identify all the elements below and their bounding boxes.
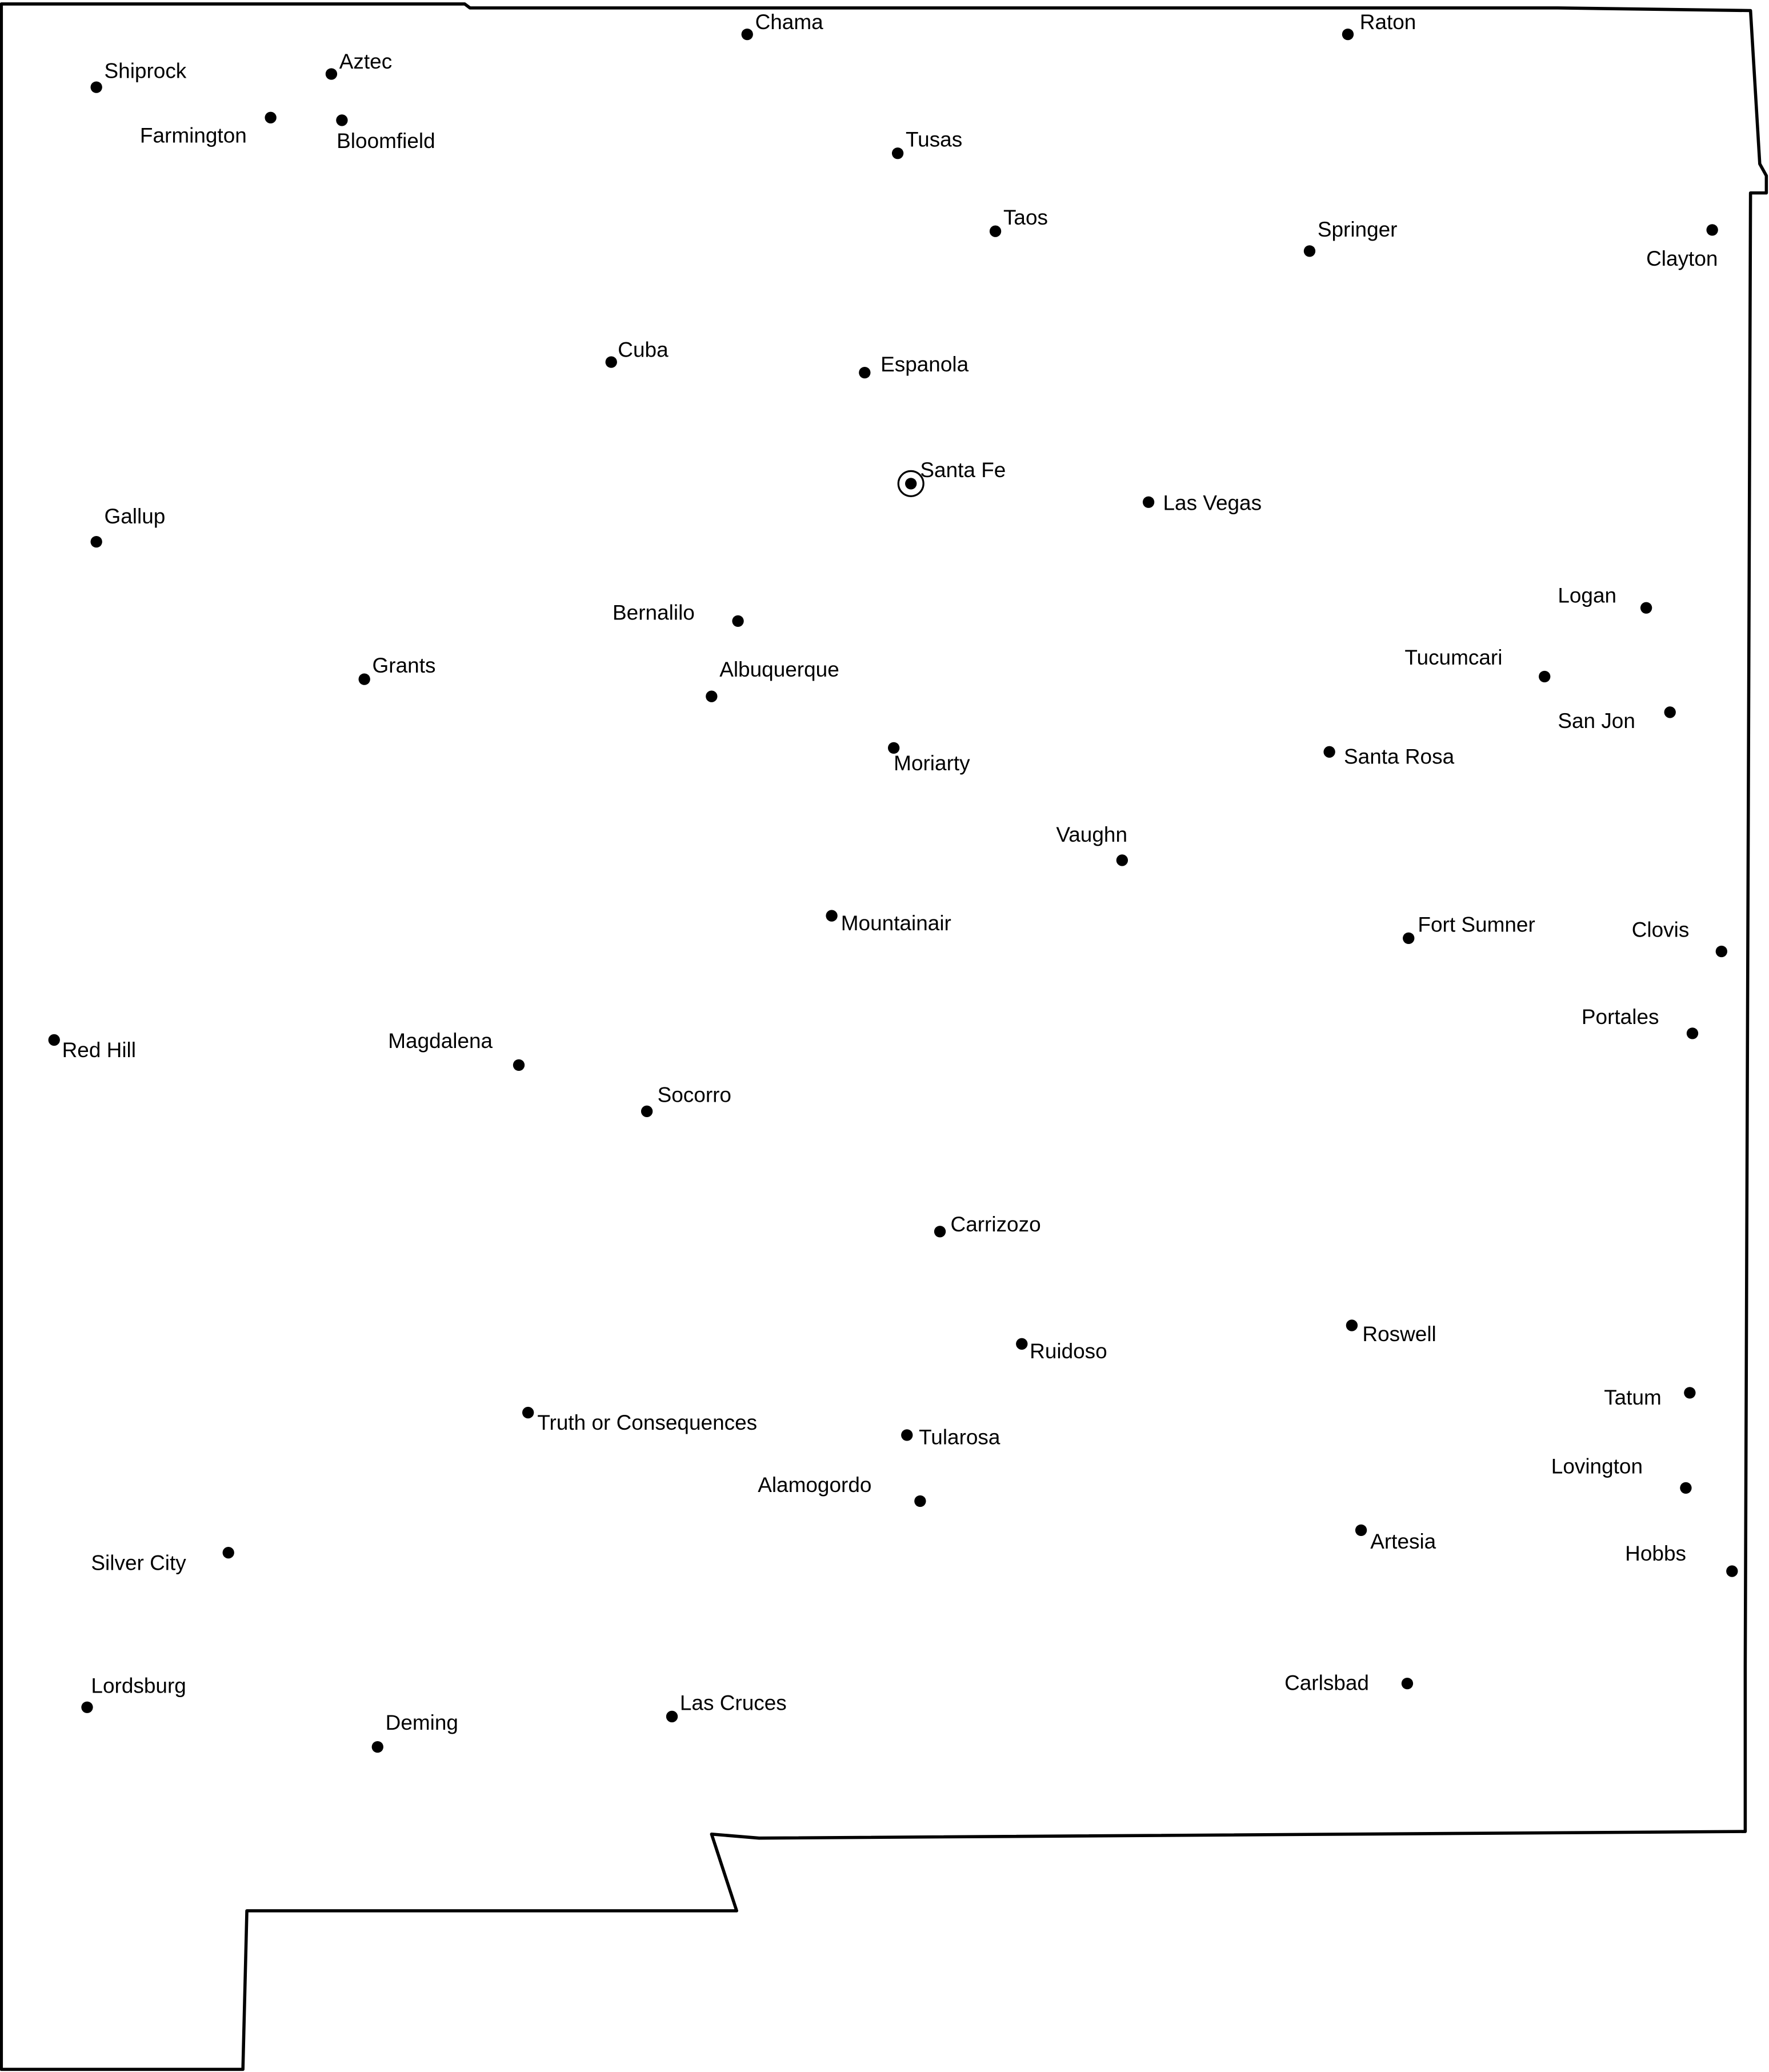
city-label: Magdalena [388, 1029, 493, 1053]
city-label: Fort Sumner [1418, 913, 1535, 937]
city-label: Santa Rosa [1344, 745, 1455, 769]
city-label: Tularosa [919, 1425, 1000, 1449]
city-dot-icon [606, 356, 617, 367]
city-label: Artesia [1370, 1530, 1436, 1554]
city-mountainair [826, 910, 951, 935]
city-label: Farmington [139, 123, 247, 147]
city-dot-icon [90, 536, 102, 547]
city-label: Las Cruces [679, 1691, 787, 1715]
city-dot-icon [990, 226, 1001, 237]
city-label: Truth or Consequences [537, 1411, 758, 1435]
city-label: Silver City [91, 1551, 186, 1575]
city-dot-icon [706, 691, 717, 702]
city-label: Espanola [881, 352, 969, 376]
city-dot-icon [1342, 29, 1354, 40]
city-dot-icon [1304, 245, 1315, 257]
city-dot-icon [1680, 1482, 1691, 1494]
city-label: Portales [1581, 1005, 1659, 1029]
city-label: Tucumcari [1404, 646, 1503, 670]
city-dot-icon [859, 367, 870, 378]
city-label: Lovington [1551, 1454, 1643, 1478]
city-dot-icon [372, 1741, 383, 1753]
city-dot-icon [732, 615, 743, 627]
city-dot-icon [934, 1226, 946, 1237]
city-dot-icon [901, 1429, 912, 1441]
city-dot-icon [265, 112, 276, 123]
city-label: Vaughn [1056, 823, 1128, 847]
city-dot-icon [49, 1034, 60, 1046]
city-dot-icon [513, 1059, 525, 1071]
city-label: Lordsburg [91, 1674, 186, 1698]
city-dot-icon [1323, 746, 1335, 758]
city-dot-icon [1716, 946, 1727, 957]
city-dot-icon [223, 1547, 234, 1558]
city-dot-icon [1355, 1525, 1367, 1536]
city-label: Chama [755, 10, 823, 34]
city-label: Red Hill [62, 1038, 136, 1062]
city-dot-icon [1726, 1565, 1738, 1577]
city-label: Bernalilo [613, 601, 695, 625]
city-label: Las Vegas [1163, 491, 1262, 515]
city-label: San Jon [1558, 709, 1635, 733]
city-label: Bloomfield [337, 129, 435, 153]
city-dot-icon [892, 147, 903, 159]
city-dot-icon [641, 1106, 653, 1117]
city-label: Shiprock [104, 59, 187, 83]
city-label: Raton [1359, 10, 1416, 34]
city-label: Moriarty [894, 751, 970, 775]
city-dot-icon [1664, 706, 1676, 718]
city-label: Hobbs [1625, 1542, 1686, 1566]
city-label: Roswell [1362, 1322, 1436, 1346]
city-label: Socorro [657, 1083, 731, 1107]
city-dot-icon [742, 29, 753, 40]
city-label: Tusas [905, 127, 963, 151]
city-dot-icon [826, 910, 837, 921]
city-label: Santa Fe [920, 458, 1006, 482]
city-dot-icon [666, 1711, 678, 1722]
city-dot-icon [81, 1702, 93, 1713]
city-dot-icon [1346, 1319, 1358, 1331]
city-dot-icon [1143, 497, 1154, 508]
city-dot-icon [1539, 671, 1550, 682]
city-label: Logan [1558, 583, 1617, 607]
city-label: Taos [1003, 206, 1048, 230]
city-label: Mountainair [841, 911, 951, 935]
city-dot-icon [1402, 1678, 1413, 1689]
city-dot-icon [1706, 224, 1718, 235]
city-label: Springer [1317, 217, 1398, 241]
city-label: Tatum [1604, 1386, 1662, 1410]
city-dot-icon [90, 81, 102, 93]
city-dot-icon [1016, 1338, 1027, 1350]
city-label: Aztec [339, 50, 393, 74]
city-dot-icon [336, 114, 347, 126]
city-label: Ruidoso [1030, 1339, 1107, 1363]
city-label: Clayton [1646, 246, 1718, 270]
city-dot-icon [1687, 1027, 1698, 1039]
city-dot-icon [1403, 933, 1414, 944]
city-label: Alamogordo [758, 1473, 872, 1497]
city-ruidoso [1016, 1338, 1107, 1363]
city-truth-or-consequences [522, 1407, 757, 1434]
city-label: Carrizozo [950, 1213, 1041, 1237]
city-label: Cuba [618, 338, 669, 362]
city-dot-icon [1116, 854, 1128, 866]
city-label: Grants [372, 654, 436, 678]
city-label: Albuquerque [719, 657, 839, 682]
city-dot-icon [914, 1495, 926, 1507]
city-dot-icon [1640, 602, 1652, 614]
city-label: Clovis [1631, 918, 1690, 942]
city-label: Deming [385, 1711, 458, 1735]
city-carrizozo [934, 1213, 1041, 1237]
state-border [1, 4, 1766, 2069]
city-label: Carlsbad [1284, 1671, 1369, 1695]
city-dot-icon [359, 673, 370, 685]
city-dot-icon [522, 1407, 534, 1418]
city-label: Gallup [104, 504, 166, 528]
city-dot-icon [1684, 1387, 1695, 1398]
city-dot-icon [905, 478, 916, 489]
city-dot-icon [326, 68, 337, 79]
